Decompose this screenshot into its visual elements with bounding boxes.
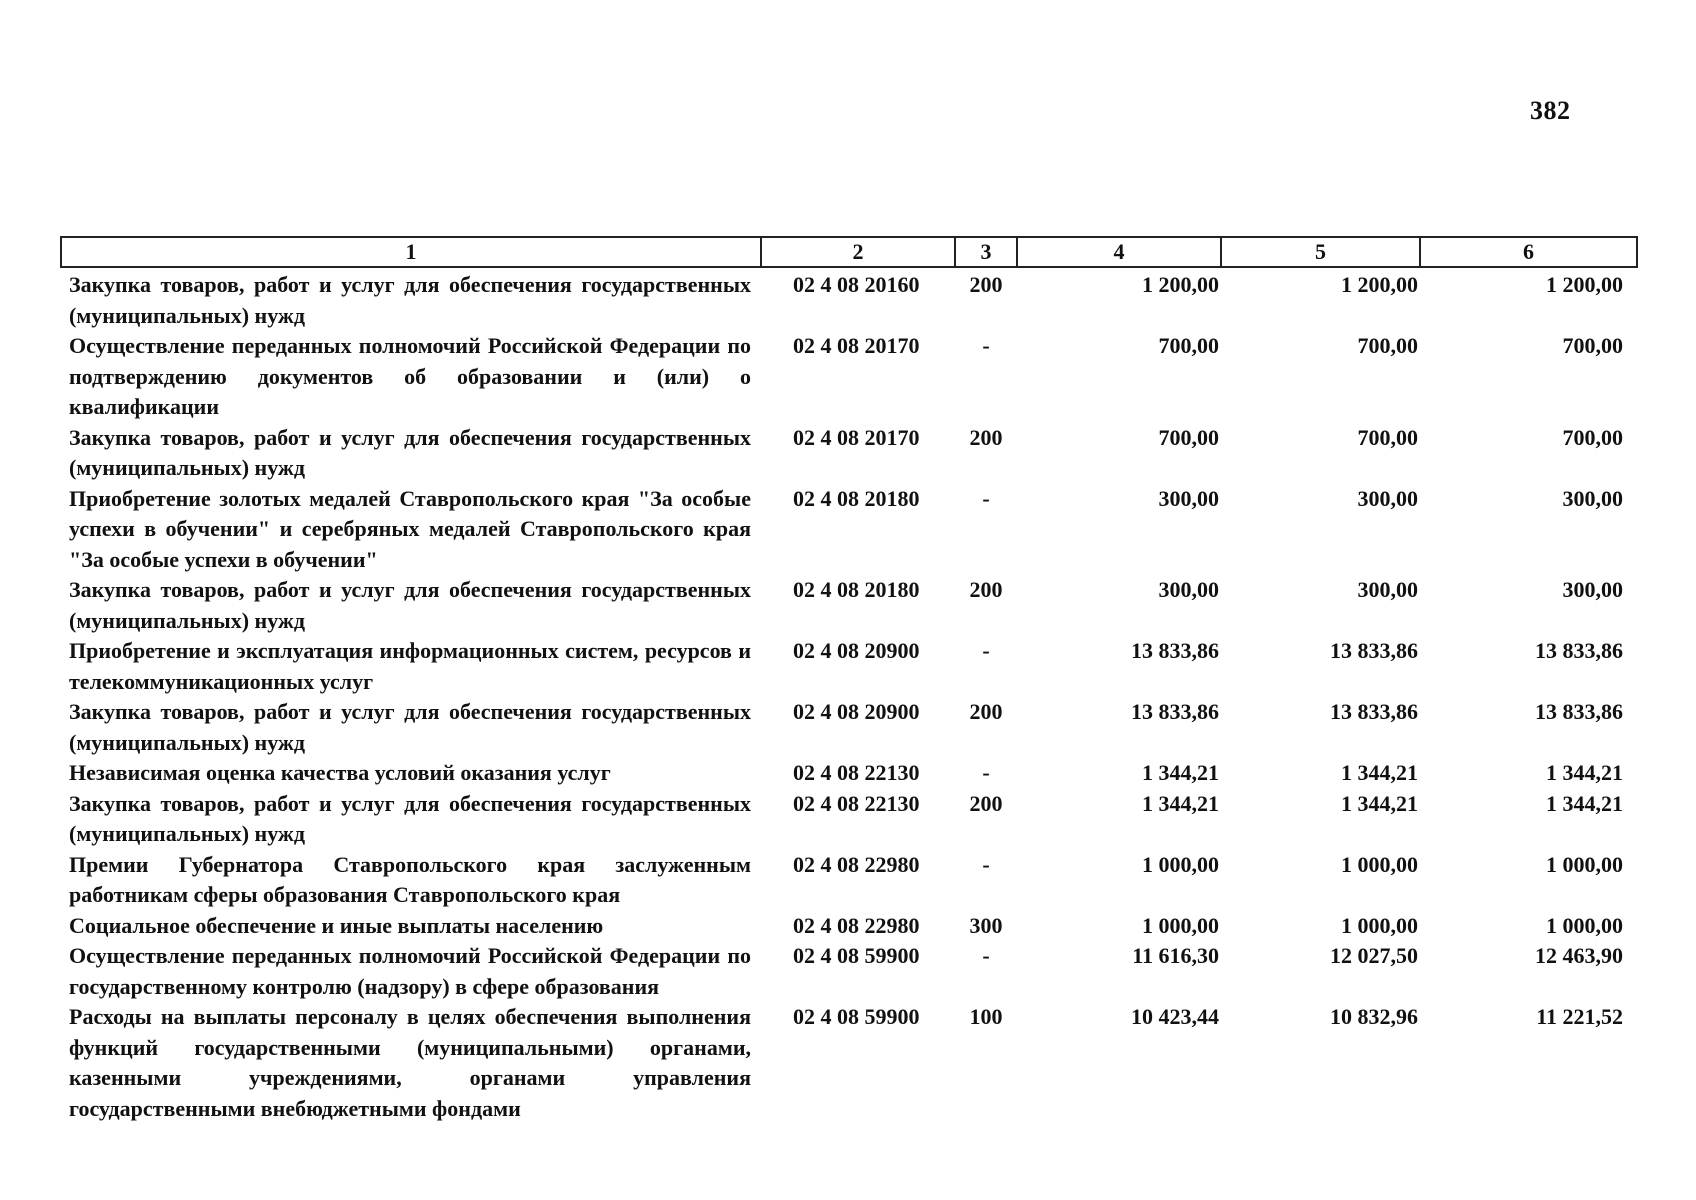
row-description: Закупка товаров, работ и услуг для обеспечения государственных (муниципальных) нужд [69, 790, 751, 846]
table-row [61, 911, 1637, 942]
row-description: Расходы на выплаты персоналу в целях обеспечения выполнения функций государственными (муниципальными) органами, казенными учреждениями, органами управления государственными внебюджетными фондами [69, 1004, 751, 1121]
row-value-col5: 13 833,86 [1330, 638, 1418, 663]
row-value-col6: 13 833,86 [1535, 699, 1623, 724]
row-code: 02 4 08 20180 [793, 485, 920, 511]
row-expense-type: - [982, 760, 990, 785]
row-description: Премии Губернатора Ставропольского края заслуженным работникам сферы образования Ставропольского края [69, 851, 751, 907]
row-expense-type: - [982, 333, 990, 358]
row-code: 02 4 08 20900 [793, 699, 920, 724]
column-header-1: 1 [61, 237, 761, 267]
table-row [61, 697, 1637, 758]
row-value-col6: 11 221,52 [1536, 1004, 1623, 1029]
row-code: 02 4 08 22130 [793, 790, 920, 816]
row-expense-type: 200 [969, 577, 1003, 602]
row-code: 02 4 08 22130 [793, 760, 920, 785]
row-code: 02 4 08 20170 [793, 424, 920, 450]
row-code: 02 4 08 59900 [793, 1004, 920, 1029]
row-value-col5: 13 833,86 [1330, 699, 1418, 724]
row-description: Закупка товаров, работ и услуг для обеспечения государственных (муниципальных) нужд [69, 699, 751, 755]
row-description: Закупка товаров, работ и услуг для обеспечения государственных (муниципальных) нужд [69, 272, 751, 328]
table-row [61, 850, 1637, 911]
row-value-col6: 13 833,86 [1535, 638, 1623, 663]
row-code: 02 4 08 22980 [793, 851, 920, 877]
row-expense-type: 200 [969, 424, 1003, 450]
table-row [61, 941, 1637, 1002]
row-value-col4: 10 423,44 [1131, 1004, 1219, 1029]
column-header-5: 5 [1221, 237, 1420, 267]
row-expense-type: - [982, 485, 990, 511]
column-header-6: 6 [1420, 237, 1637, 267]
row-expense-type: - [982, 851, 990, 877]
row-value-col6: 300,00 [1562, 485, 1623, 511]
table-body [61, 267, 1637, 1124]
row-description: Осуществление переданных полномочий Российской Федерации по государственному контролю (надзору) в сфере образования [69, 943, 751, 999]
row-expense-type: 300 [969, 912, 1003, 938]
row-expense-type: 200 [969, 699, 1003, 724]
row-value-col5: 1 344,21 [1341, 790, 1418, 816]
row-description: Закупка товаров, работ и услуг для обеспечения государственных (муниципальных) нужд [69, 424, 751, 480]
column-header-3: 3 [955, 237, 1017, 267]
row-code: 02 4 08 20900 [793, 638, 920, 663]
row-expense-type: - [982, 638, 990, 663]
row-value-col4: 1 000,00 [1142, 912, 1219, 938]
row-value-col6: 1 344,21 [1546, 760, 1623, 785]
row-value-col4: 13 833,86 [1131, 699, 1219, 724]
row-value-col6: 1 344,21 [1546, 790, 1623, 816]
table-row [61, 1002, 1637, 1124]
row-value-col5: 12 027,50 [1330, 943, 1418, 968]
row-description: Закупка товаров, работ и услуг для обеспечения государственных (муниципальных) нужд [69, 577, 751, 633]
column-header-4: 4 [1017, 237, 1221, 267]
row-value-col6: 300,00 [1562, 577, 1623, 602]
row-code: 02 4 08 20180 [793, 577, 920, 602]
row-value-col4: 1 200,00 [1142, 272, 1219, 297]
table-row [61, 484, 1637, 576]
row-description: Независимая оценка качества условий оказания услуг [69, 760, 611, 785]
row-value-col4: 300,00 [1158, 485, 1219, 511]
table-row [61, 575, 1637, 636]
row-value-col5: 700,00 [1357, 424, 1418, 450]
row-value-col5: 300,00 [1357, 485, 1418, 511]
table-header [61, 237, 1637, 267]
row-description: Приобретение золотых медалей Ставропольского края "За особые успехи в обучении" и серебряных медалей Ставропольского края "За особые успехи в обучении" [69, 485, 751, 572]
row-value-col4: 300,00 [1158, 577, 1219, 602]
page-number: 382 [1530, 96, 1571, 125]
row-value-col4: 700,00 [1158, 424, 1219, 450]
row-expense-type: 200 [969, 790, 1003, 816]
row-description: Социальное обеспечение и иные выплаты населению [69, 912, 604, 938]
row-value-col5: 1 000,00 [1341, 851, 1418, 877]
row-code: 02 4 08 22980 [793, 912, 920, 938]
row-value-col4: 11 616,30 [1132, 943, 1219, 968]
column-header-2: 2 [761, 237, 955, 267]
row-value-col6: 1 000,00 [1546, 912, 1623, 938]
row-description: Осуществление переданных полномочий Российской Федерации по подтверждению документов об образовании и (или) о квалификации [69, 333, 751, 419]
row-code: 02 4 08 20170 [793, 333, 920, 358]
row-value-col4: 1 344,21 [1142, 790, 1219, 816]
row-value-col5: 10 832,96 [1330, 1004, 1418, 1029]
table-row [61, 636, 1637, 697]
row-code: 02 4 08 59900 [793, 943, 920, 968]
row-value-col6: 1 000,00 [1546, 851, 1623, 877]
table-row [61, 758, 1637, 789]
row-expense-type: 100 [969, 1004, 1003, 1029]
row-value-col5: 1 200,00 [1341, 272, 1418, 297]
table-row [61, 267, 1637, 331]
row-value-col4: 700,00 [1158, 333, 1219, 358]
row-value-col6: 12 463,90 [1535, 943, 1623, 968]
row-value-col5: 1 000,00 [1341, 912, 1418, 938]
table-row [61, 331, 1637, 423]
row-description: Приобретение и эксплуатация информационных систем, ресурсов и телекоммуникационных услуг [69, 638, 751, 694]
row-value-col4: 1 344,21 [1142, 760, 1219, 785]
row-value-col5: 700,00 [1357, 333, 1418, 358]
row-value-col5: 1 344,21 [1341, 760, 1418, 785]
budget-table [60, 236, 1638, 1124]
table-row [61, 423, 1637, 484]
row-value-col6: 700,00 [1562, 424, 1623, 450]
row-value-col4: 1 000,00 [1142, 851, 1219, 877]
row-value-col4: 13 833,86 [1131, 638, 1219, 663]
table-row [61, 789, 1637, 850]
header-row [61, 237, 1637, 267]
row-value-col6: 700,00 [1562, 333, 1623, 358]
row-expense-type: 200 [969, 272, 1003, 297]
row-expense-type: - [982, 943, 990, 968]
row-code: 02 4 08 20160 [793, 272, 920, 297]
row-value-col6: 1 200,00 [1546, 272, 1623, 297]
row-value-col5: 300,00 [1357, 577, 1418, 602]
